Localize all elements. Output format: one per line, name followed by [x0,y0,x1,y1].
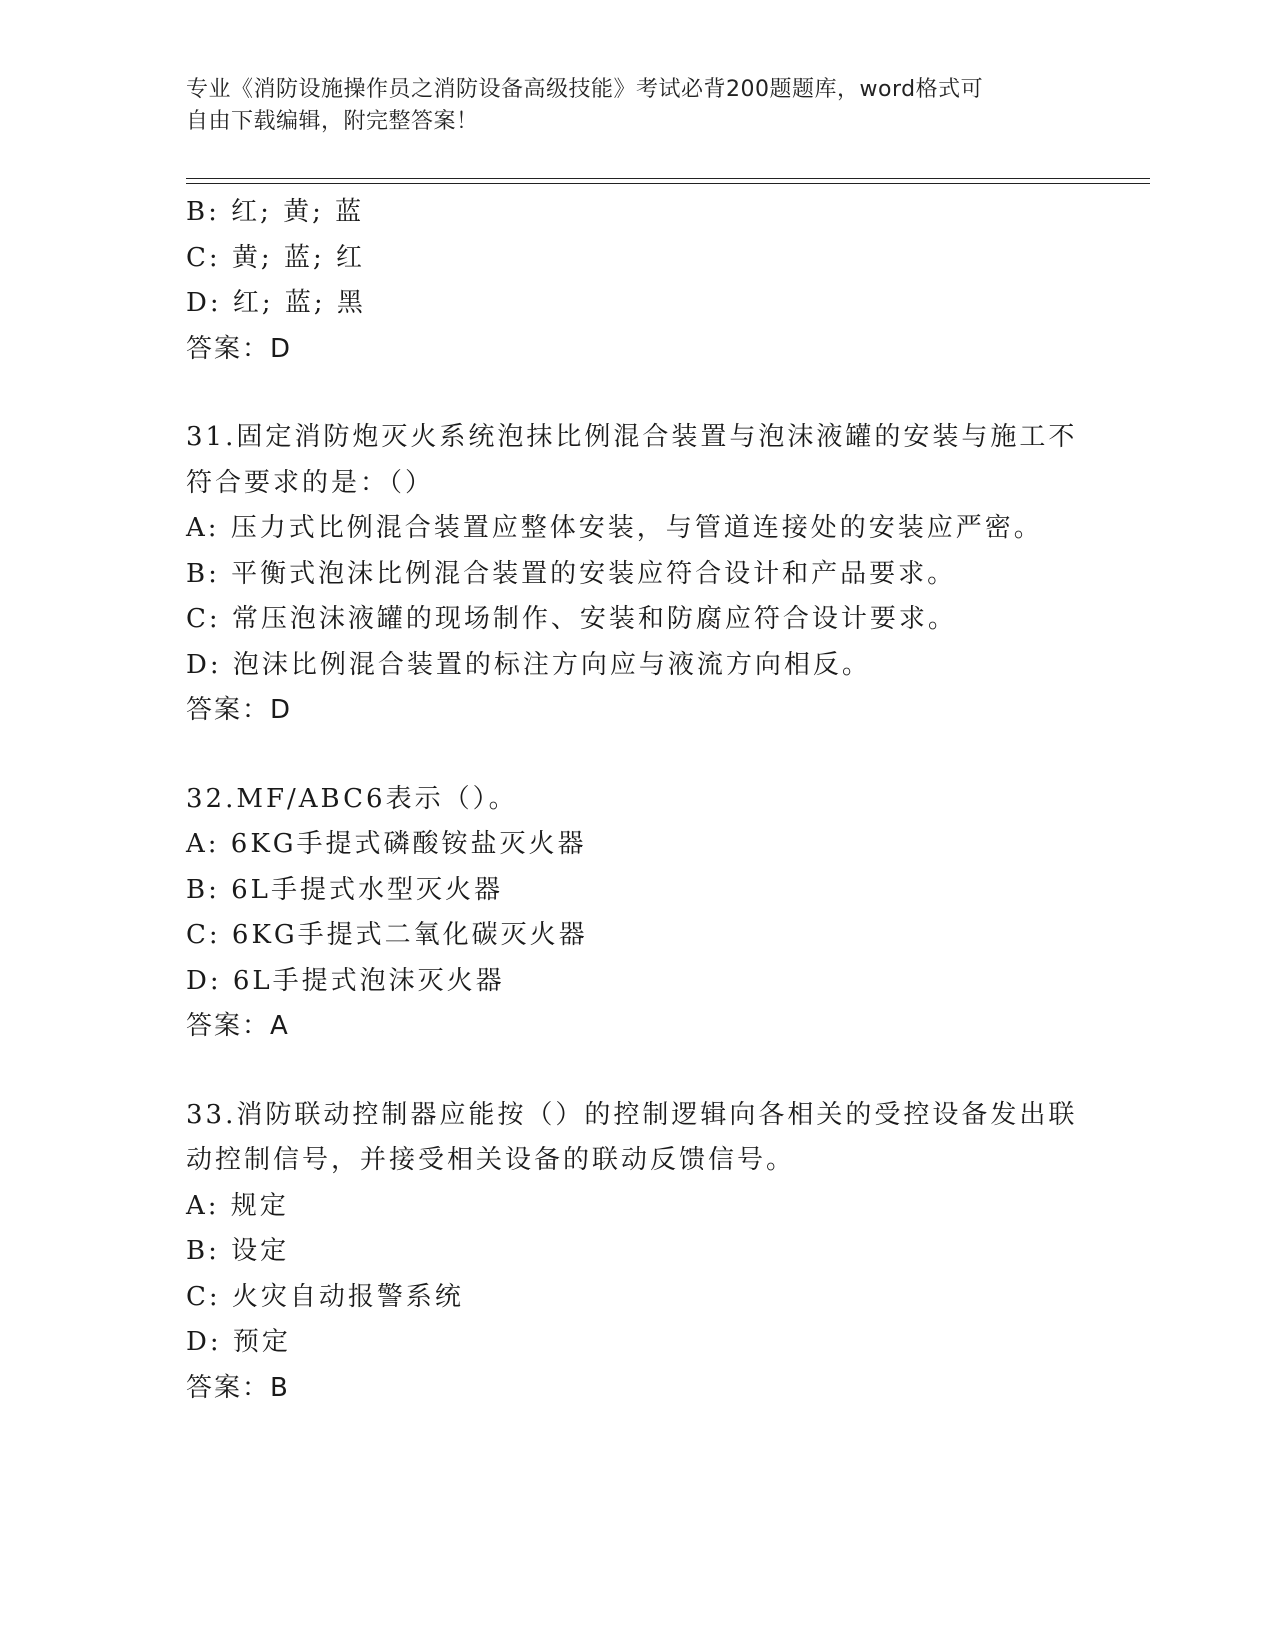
question-33 [186,1093,1086,1412]
option-d: D: 6L手提式泡沫灭火器 [186,965,505,996]
question-32 [186,777,1086,1050]
option-b: B: 平衡式泡沫比例混合装置的安装应符合设计和产品要求。 [186,558,957,589]
option-a: A: 规定 [186,1190,289,1221]
spacer [186,1050,1086,1093]
answer: 答案：B [186,1372,290,1403]
question-stem: 33.消防联动控制器应能按（）的控制逻辑向各相关的受控设备发出联 [186,1099,1078,1130]
option-c: C: 常压泡沫液罐的现场制作、安装和防腐应符合设计要求。 [186,604,957,634]
option-c: C: 火灾自动报警系统 [186,1281,464,1312]
option-b: B: 红; 黄; 蓝 [186,197,365,227]
option-c: C: 6KG手提式二氧化碳灭火器 [186,920,588,950]
question-list [186,190,1086,1411]
spacer [186,372,1086,415]
header-line-1: 专业《消防设施操作员之消防设备高级技能》考试必背200题题库，word格式可 [186,77,984,102]
option-b: B: 设定 [186,1236,290,1266]
answer: 答案：D [186,695,293,725]
option-c: C: 黄; 蓝; 红 [186,242,365,273]
spacer [186,734,1086,777]
question-30 [186,190,1086,372]
option-b: B: 6L手提式水型灭火器 [186,874,503,905]
header-line-2: 自由下载编辑，附完整答案！ [186,109,479,134]
page-header [186,74,1066,138]
option-d: D: 红; 蓝; 黑 [186,288,366,318]
answer: 答案：A [186,1011,290,1041]
option-a: A: 压力式比例混合装置应整体安装，与管道连接处的安装应严密。 [186,513,1043,543]
question-stem: 32.MF/ABC6表示（）。 [186,783,518,814]
answer: 答案：D [186,333,293,364]
option-d: D: 预定 [186,1327,291,1357]
question-stem: 31.固定消防炮灭火系统泡抹比例混合装置与泡沫液罐的安装与施工不 [186,422,1078,452]
question-stem-cont: 符合要求的是：（） [186,467,435,498]
question-stem-cont: 动控制信号，并接受相关设备的联动反馈信号。 [186,1145,796,1175]
header-divider-bottom [186,183,1150,184]
question-31 [186,415,1086,734]
header-divider-top [186,178,1150,179]
option-d: D: 泡沫比例混合装置的标注方向应与液流方向相反。 [186,649,871,680]
option-a: A: 6KG手提式磷酸铵盐灭火器 [186,829,587,859]
